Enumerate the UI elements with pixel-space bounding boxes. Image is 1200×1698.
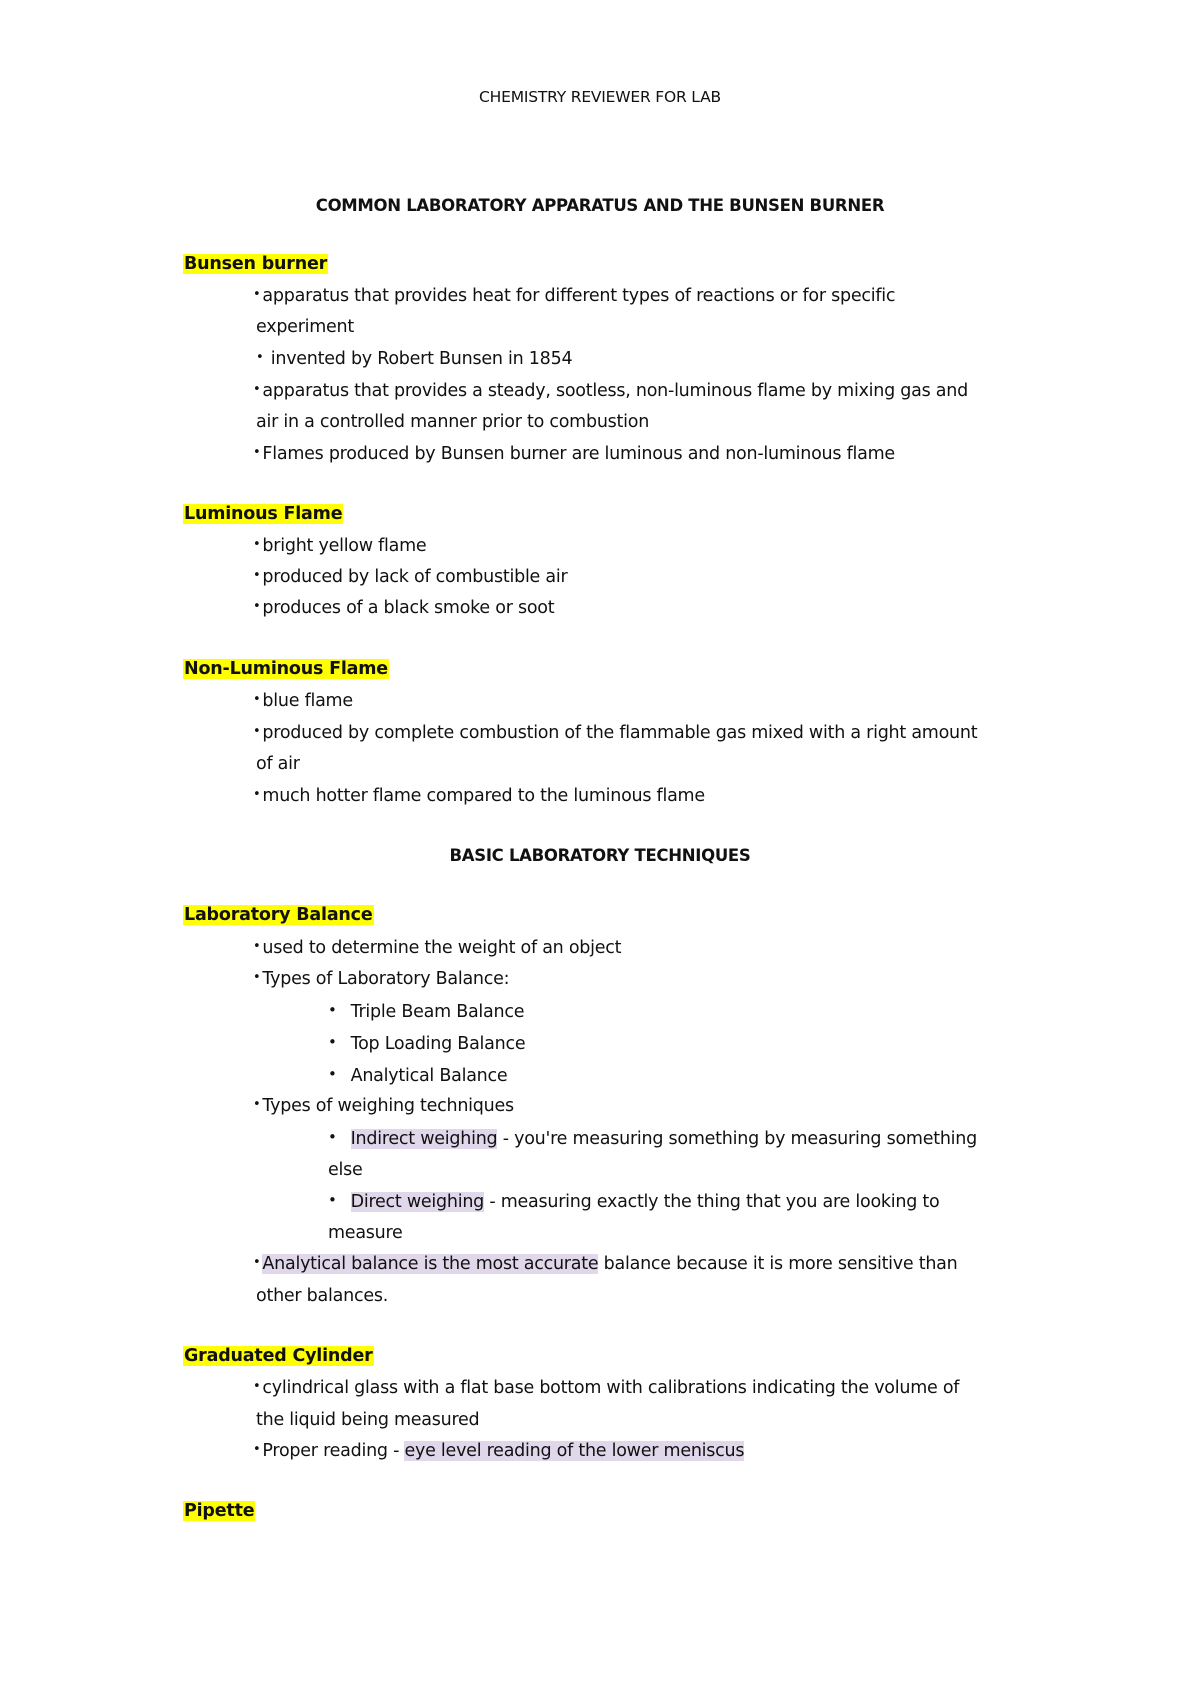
list-item: • Proper reading - eye level reading of the lower meniscus xyxy=(253,1441,745,1461)
bullet-icon: • xyxy=(256,350,264,365)
section-title-pipette: Pipette xyxy=(184,1501,255,1521)
list-item-continuation: air in a controlled manner prior to combustion xyxy=(256,412,650,432)
bullet-icon: • xyxy=(328,1033,337,1051)
list-item-continuation: experiment xyxy=(256,317,355,337)
highlighted-text: eye level reading of the lower meniscus xyxy=(404,1441,745,1461)
bullet-icon: • xyxy=(253,287,261,302)
list-item: • Types of weighing techniques xyxy=(253,1096,514,1116)
section-title-graduated-cylinder: Graduated Cylinder xyxy=(184,1346,373,1366)
page-header: CHEMISTRY REVIEWER FOR LAB xyxy=(479,88,721,106)
sub-list-item-continuation: measure xyxy=(328,1223,403,1243)
sub-list-item: • Triple Beam Balance xyxy=(328,1001,525,1022)
bullet-icon: • xyxy=(253,970,261,985)
sub-list-item-continuation: else xyxy=(328,1160,363,1180)
bullet-icon: • xyxy=(328,1191,337,1209)
bullet-icon: • xyxy=(253,787,261,802)
bullet-icon: • xyxy=(253,537,261,552)
heading-techniques: BASIC LABORATORY TECHNIQUES xyxy=(449,846,751,865)
highlighted-term: Indirect weighing xyxy=(350,1129,498,1149)
bullet-icon: • xyxy=(253,692,261,707)
section-title-bunsen-burner: Bunsen burner xyxy=(184,254,328,274)
list-item: • produced by complete combustion of the flammable gas mixed with a right amount xyxy=(253,723,978,743)
list-item: • produces of a black smoke or soot xyxy=(253,598,555,618)
list-item: • apparatus that provides a steady, sootless, non-luminous flame by mixing gas and xyxy=(253,381,968,401)
list-item: • Analytical balance is the most accurate balance because it is more sensitive than xyxy=(253,1254,958,1274)
bullet-icon: • xyxy=(253,1097,261,1112)
list-item: • Flames produced by Bunsen burner are luminous and non-luminous flame xyxy=(253,444,895,464)
sub-list-item: • Direct weighing - measuring exactly the thing that you are looking to xyxy=(328,1191,940,1212)
bullet-icon: • xyxy=(328,1128,337,1146)
list-item: • apparatus that provides heat for different types of reactions or for specific xyxy=(253,286,896,306)
list-item: • produced by lack of combustible air xyxy=(253,567,568,587)
list-item: • cylindrical glass with a flat base bottom with calibrations indicating the volume of xyxy=(253,1378,960,1398)
bullet-icon: • xyxy=(253,1442,261,1457)
list-item: • blue flame xyxy=(253,691,353,711)
bullet-icon: • xyxy=(253,599,261,614)
bullet-icon: • xyxy=(253,724,261,739)
bullet-icon: • xyxy=(253,445,261,460)
bullet-icon: • xyxy=(253,382,261,397)
bullet-icon: • xyxy=(253,568,261,583)
list-item-continuation: other balances. xyxy=(256,1286,389,1306)
bullet-icon: • xyxy=(253,1255,261,1270)
section-title-luminous-flame: Luminous Flame xyxy=(184,504,343,524)
highlighted-text: Analytical balance is the most accurate xyxy=(262,1254,599,1274)
highlighted-term: Direct weighing xyxy=(350,1192,485,1212)
list-item: • Types of Laboratory Balance: xyxy=(253,969,510,989)
list-item: • invented by Robert Bunsen in 1854 xyxy=(256,349,573,369)
bullet-icon: • xyxy=(328,1001,337,1019)
list-item: • much hotter flame compared to the luminous flame xyxy=(253,786,705,806)
list-item-continuation: of air xyxy=(256,754,300,774)
bullet-icon: • xyxy=(253,1379,261,1394)
bullet-icon: • xyxy=(253,939,261,954)
heading-apparatus: COMMON LABORATORY APPARATUS AND THE BUNSEN BURNER xyxy=(315,196,885,215)
list-item: • used to determine the weight of an object xyxy=(253,938,622,958)
section-title-non-luminous-flame: Non-Luminous Flame xyxy=(184,659,388,679)
sub-list-item: • Top Loading Balance xyxy=(328,1033,526,1054)
section-title-laboratory-balance: Laboratory Balance xyxy=(184,905,373,925)
list-item: • bright yellow flame xyxy=(253,536,427,556)
sub-list-item: • Indirect weighing - you're measuring something by measuring something xyxy=(328,1128,977,1149)
list-item-continuation: the liquid being measured xyxy=(256,1410,480,1430)
bullet-icon: • xyxy=(328,1065,337,1083)
sub-list-item: • Analytical Balance xyxy=(328,1065,508,1086)
